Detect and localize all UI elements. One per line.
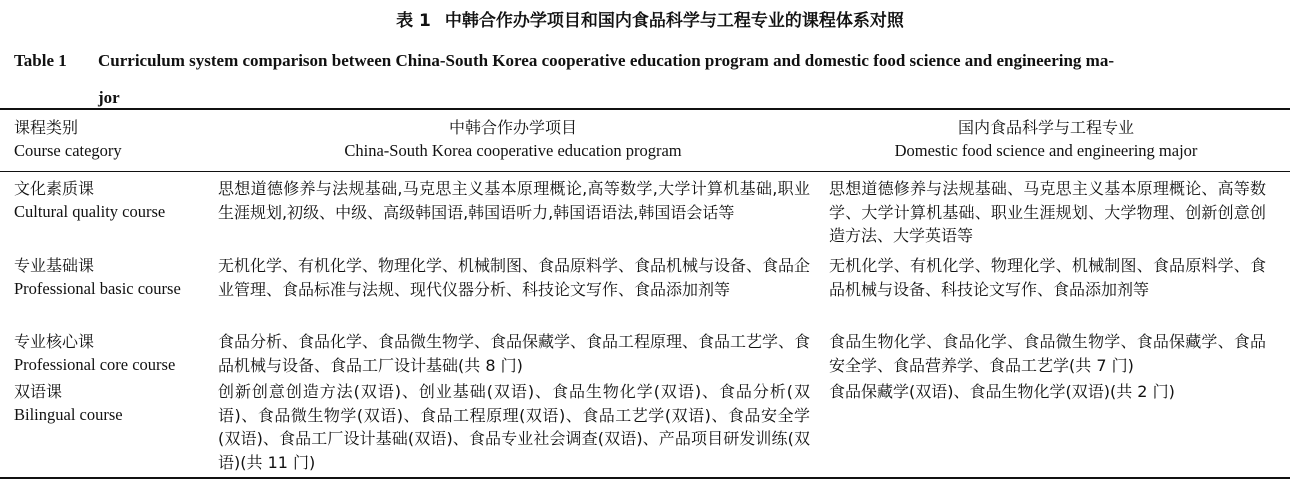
header-program-cn: 中韩合作办学项目 bbox=[448, 118, 577, 137]
row-category bbox=[14, 330, 214, 376]
domestic-courses: 食品保藏学(双语)、食品生物化学(双语)(共 2 门) bbox=[829, 382, 1175, 401]
header-domestic-en: Domestic food science and engineering major bbox=[894, 141, 1198, 160]
table-number-cn: 表 1 bbox=[396, 11, 431, 31]
category-en: Professional basic course bbox=[14, 279, 181, 298]
category-cn: 专业核心课 bbox=[14, 332, 95, 351]
domestic-courses: 思想道德修养与法规基础、马克思主义基本原理概论、高等数学、大学计算机基础、职业生涯规划、大学物理、创新创意创造方法、大学英语等 bbox=[829, 179, 1266, 245]
row-category bbox=[14, 380, 214, 426]
table-header-rule bbox=[0, 171, 1290, 172]
category-en: Professional core course bbox=[14, 355, 176, 374]
category-cn: 双语课 bbox=[14, 382, 63, 401]
table-number-en: Table 1 bbox=[14, 51, 67, 70]
category-cn: 专业基础课 bbox=[14, 256, 95, 275]
header-program-en: China-South Korea cooperative education program bbox=[344, 141, 682, 160]
category-en: Cultural quality course bbox=[14, 202, 166, 221]
header-category-cn: 课程类别 bbox=[14, 118, 79, 137]
row-category bbox=[14, 254, 214, 300]
header-category-en: Course category bbox=[14, 141, 122, 160]
table-caption-cn bbox=[0, 6, 1300, 31]
program-courses: 思想道德修养与法规基础,马克思主义基本原理概论,高等数学,大学计算机基础,职业生涯规划,初级、中级、高级韩国语,韩国语听力,韩国语语法,韩国语会话等 bbox=[218, 179, 810, 222]
table-title-cn: 中韩合作办学项目和国内食品科学与工程专业的课程体系对照 bbox=[444, 11, 904, 31]
domestic-courses: 无机化学、有机化学、物理化学、机械制图、食品原料学、食品机械与设备、科技论文写作、食品添加剂等 bbox=[829, 256, 1266, 299]
table-title-en-line2: jor bbox=[98, 88, 120, 107]
header-domestic bbox=[826, 116, 1266, 162]
row-category bbox=[14, 177, 214, 223]
header-category bbox=[14, 116, 214, 162]
program-courses: 无机化学、有机化学、物理化学、机械制图、食品原料学、食品机械与设备、食品企业管理、食品标准与法规、现代仪器分析、科技论文写作、食品添加剂等 bbox=[218, 256, 811, 299]
table-title-en-line1: Curriculum system comparison between China-South Korea cooperative education program and domestic food science and engineering ma- bbox=[98, 51, 1115, 70]
table-top-rule bbox=[0, 108, 1290, 110]
program-courses: 创新创意创造方法(双语)、创业基础(双语)、食品生物化学(双语)、食品分析(双语)、食品微生物学(双语)、食品工程原理(双语)、食品工艺学(双语)、食品安全学(双语)、食品工厂设计基础(双语)、食品专业社会调查(双语)、产品项目研发训练(双语)(共 11 门) bbox=[218, 382, 810, 472]
table-bottom-rule bbox=[0, 477, 1290, 479]
category-en: Bilingual course bbox=[14, 405, 123, 424]
header-program bbox=[216, 116, 810, 162]
program-courses: 食品分析、食品化学、食品微生物学、食品保藏学、食品工程原理、食品工艺学、食品机械与设备、食品工厂设计基础(共 8 门) bbox=[218, 332, 811, 375]
header-domestic-cn: 国内食品科学与工程专业 bbox=[957, 118, 1134, 137]
table-caption-en bbox=[14, 42, 1282, 116]
category-cn: 文化素质课 bbox=[14, 179, 95, 198]
domestic-courses: 食品生物化学、食品化学、食品微生物学、食品保藏学、食品安全学、食品营养学、食品工艺学(共 7 门) bbox=[829, 332, 1266, 375]
